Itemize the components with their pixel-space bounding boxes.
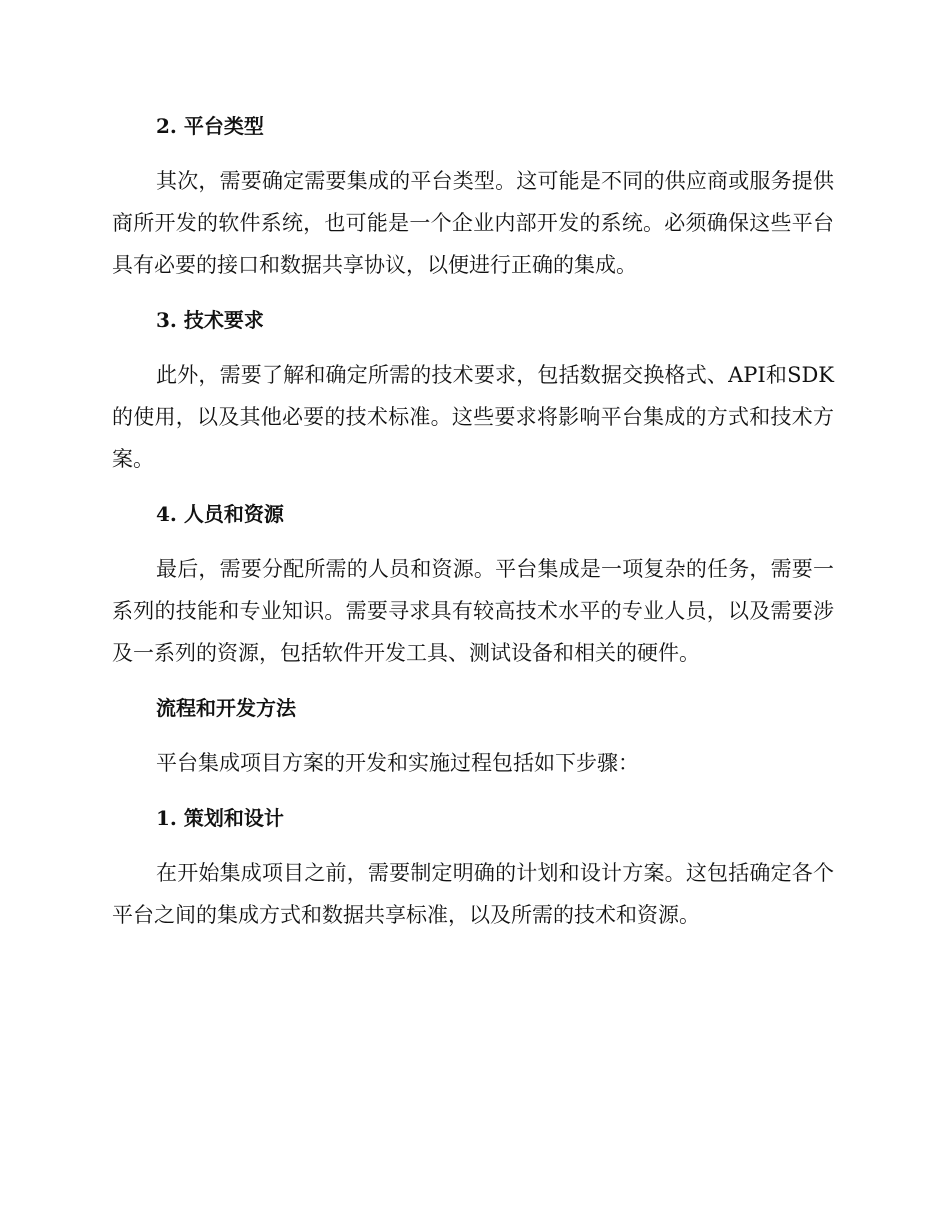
section-heading-planning-and-design: 1. 策划和设计 — [156, 806, 284, 830]
section-paragraph-technical-requirements: 此外，需要了解和确定所需的技术要求，包括数据交换格式、API和SDK的使用，以及其他必要的技术标准。这些要求将影响平台集成的方式和技术方案。 — [112, 363, 834, 471]
section-paragraph-people-and-resources: 最后，需要分配所需的人员和资源。平台集成是一项复杂的任务，需要一系列的技能和专业知识。需要寻求具有较高技术水平的专业人员，以及需要涉及一系列的资源，包括软件开发工具、测试设备和相关的硬件。 — [112, 557, 834, 665]
section-paragraph-platform-type: 其次，需要确定需要集成的平台类型。这可能是不同的供应商或服务提供商所开发的软件系统，也可能是一个企业内部开发的系统。必须确保这些平台具有必要的接口和数据共享协议，以便进行正确的集成。 — [112, 169, 834, 277]
section-heading-technical-requirements: 3. 技术要求 — [156, 308, 264, 332]
section-paragraph-process-and-methods: 平台集成项目方案的开发和实施过程包括如下步骤： — [156, 751, 639, 775]
section-heading-people-and-resources: 4. 人员和资源 — [156, 502, 284, 526]
section-heading-platform-type: 2. 平台类型 — [156, 114, 264, 138]
section-heading-process-and-methods: 流程和开发方法 — [156, 696, 296, 720]
section-paragraph-planning-and-design: 在开始集成项目之前，需要制定明确的计划和设计方案。这包括确定各个平台之间的集成方式和数据共享标准，以及所需的技术和资源。 — [112, 861, 834, 927]
document-body — [112, 106, 834, 936]
